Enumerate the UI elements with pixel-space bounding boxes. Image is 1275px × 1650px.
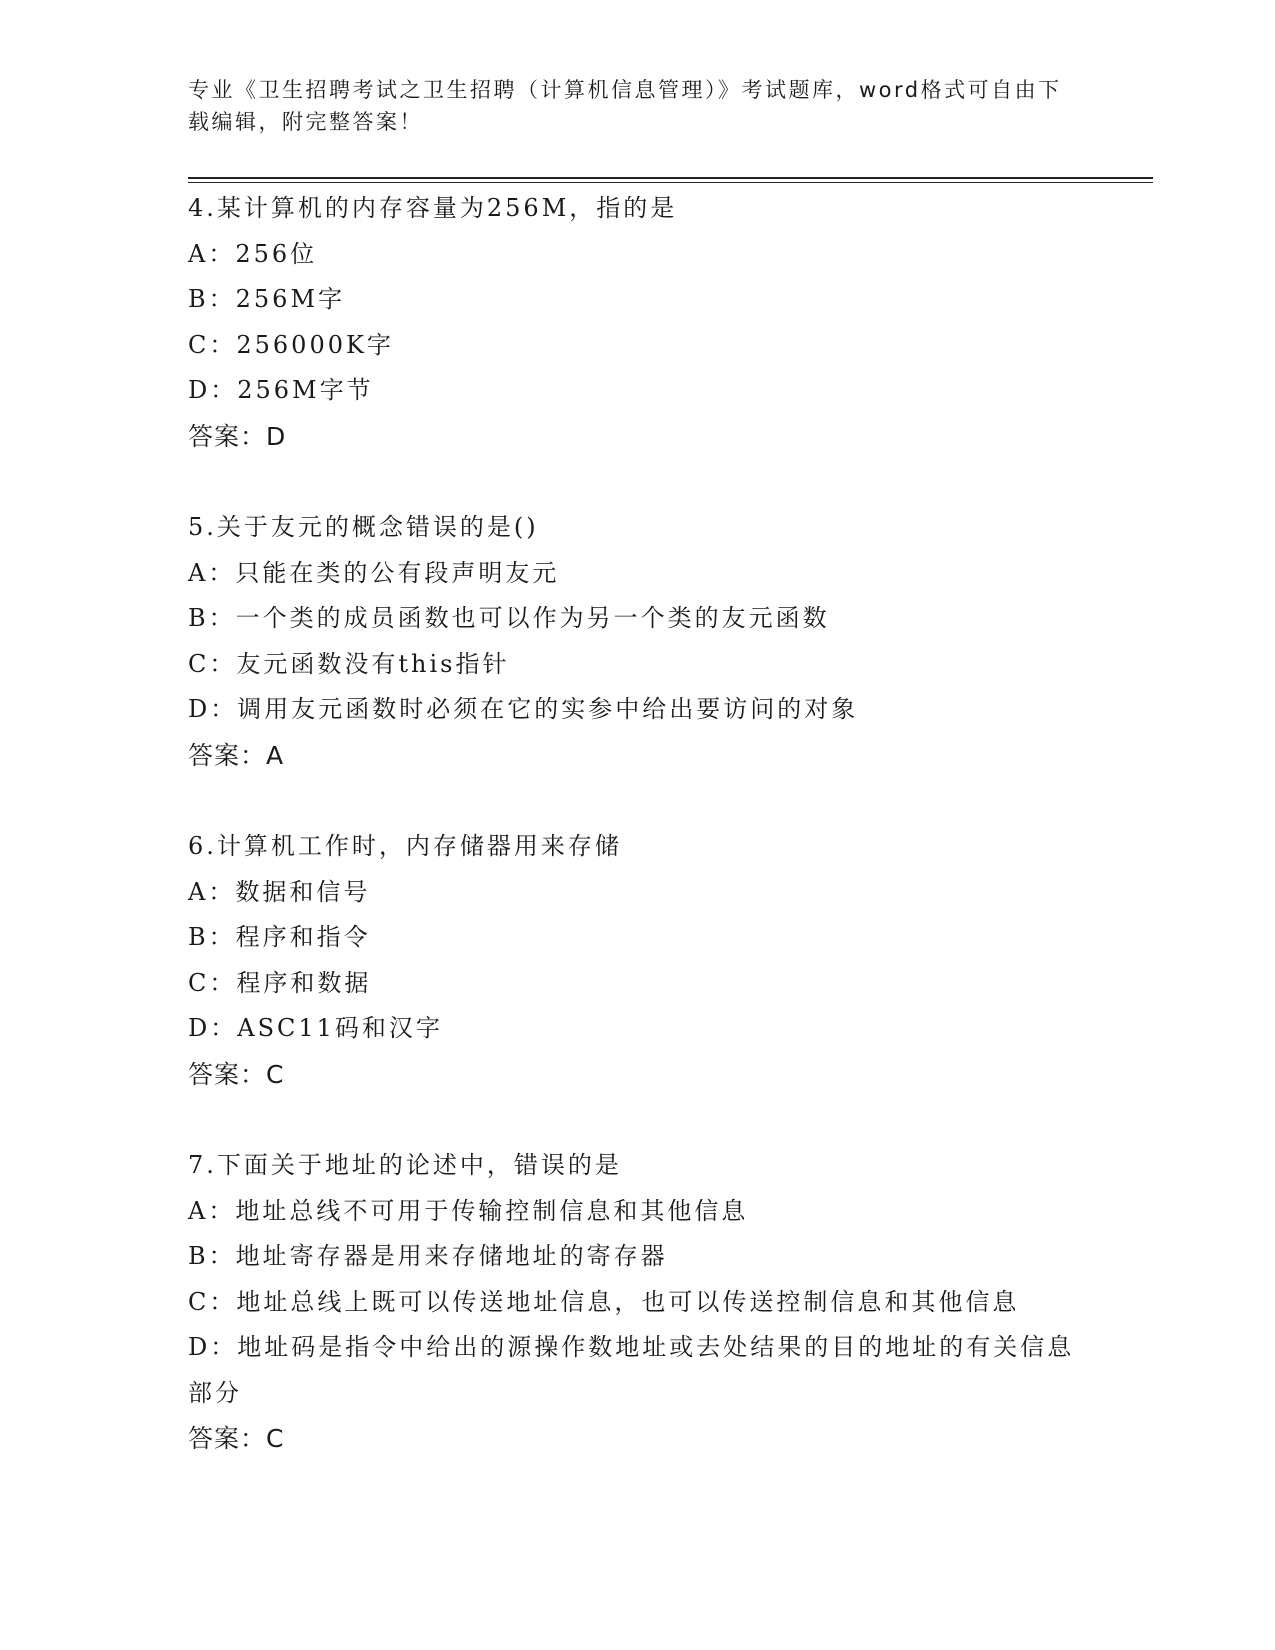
option-b: B：地址寄存器是用来存储地址的寄存器 [188, 1242, 668, 1270]
option-c: C：地址总线上既可以传送地址信息，也可以传送控制信息和其他信息 [188, 1287, 1020, 1316]
option-d: D：ASC11码和汉字 [188, 1014, 443, 1042]
answer-label: 答案：C [188, 1059, 285, 1089]
option-a: A：地址总线不可用于传输控制信息和其他信息 [188, 1196, 749, 1225]
option-a: A：256位 [188, 239, 318, 268]
option-a: A：只能在类的公有段声明友元 [188, 558, 560, 587]
option-d: D：256M字节 [188, 376, 374, 404]
answer-label: 答案：A [188, 740, 285, 770]
question-stem: 7.下面关于地址的论述中，错误的是 [188, 1151, 622, 1179]
option-c: C：友元函数没有this指针 [188, 649, 510, 678]
question-list [188, 186, 1088, 1508]
option-b: B：一个类的成员函数也可以作为另一个类的友元函数 [188, 604, 830, 632]
option-b: B：程序和指令 [188, 923, 371, 951]
option-d: D：调用友元函数时必须在它的实参中给出要访问的对象 [188, 695, 859, 723]
question-stem: 4.某计算机的内存容量为256M，指的是 [188, 194, 678, 222]
option-c: C：程序和数据 [188, 968, 372, 997]
question-4 [188, 186, 1088, 459]
question-stem: 6.计算机工作时，内存储器用来存储 [188, 832, 622, 860]
question-stem: 5.关于友元的概念错误的是() [188, 513, 539, 541]
answer-label: 答案：D [188, 421, 287, 451]
question-7 [188, 1143, 1088, 1462]
document-header: 专业《卫生招聘考试之卫生招聘（计算机信息管理）》考试题库，word格式可自由下载编辑，附完整答案！ [188, 78, 1062, 134]
header-divider-thin [188, 182, 1153, 183]
question-5 [188, 505, 1088, 778]
option-c: C：256000K字 [188, 330, 394, 359]
header-divider-thick [188, 177, 1153, 179]
answer-label: 答案：C [188, 1424, 285, 1453]
option-d: D：地址码是指令中给出的源操作数地址或去处结果的目的地址的有关信息部分 [188, 1333, 1075, 1407]
option-a: A：数据和信号 [188, 877, 371, 906]
option-b: B：256M字 [188, 285, 346, 313]
question-6 [188, 824, 1088, 1097]
